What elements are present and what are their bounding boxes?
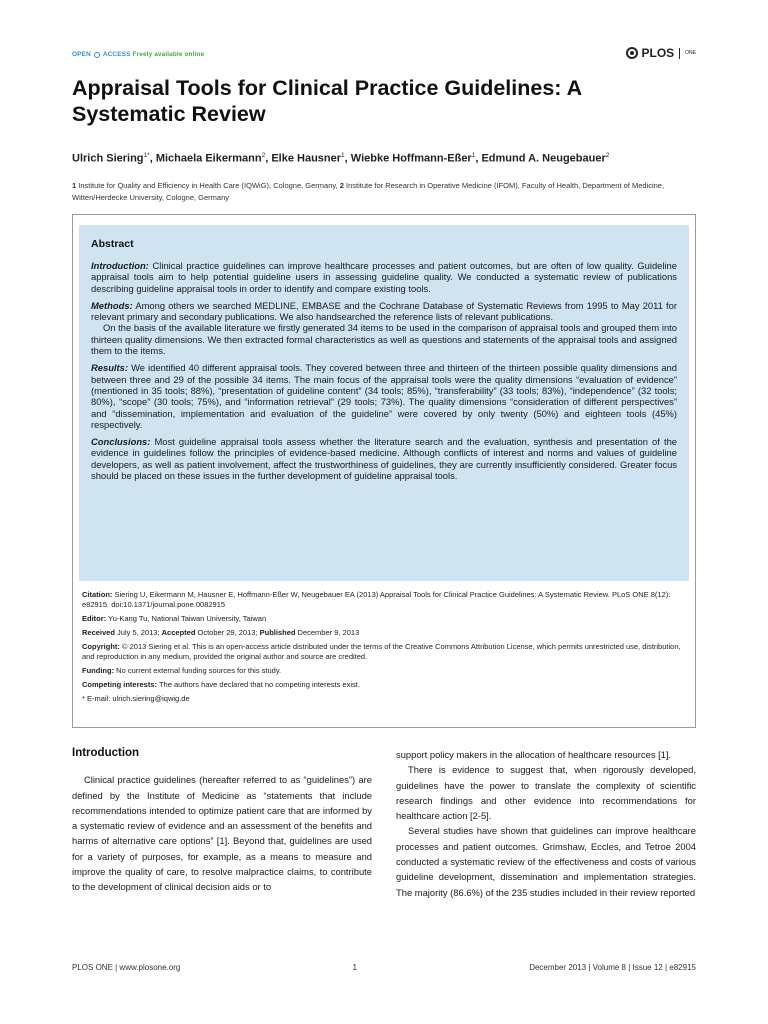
open-access-label: OPEN — [72, 51, 91, 58]
open-lock-icon — [94, 52, 100, 58]
meta-text: Yu-Kang Tu, National Taiwan University, Taiwan — [106, 614, 267, 623]
body-column-left — [72, 746, 372, 895]
article-title: Appraisal Tools for Clinical Practice Guidelines: A Systematic Review — [72, 76, 582, 126]
introduction-heading: Introduction — [72, 747, 140, 759]
author-name: Ulrich Siering — [72, 152, 144, 165]
abstract-results — [91, 362, 677, 430]
section-label: Introduction: — [91, 260, 149, 271]
affiliation-number: 1 — [72, 181, 77, 190]
plos-logo-icon — [626, 47, 638, 59]
meta-text: Siering U, Eikermann M, Hausner E, Hoffmann-Eßer W, Neugebauer EA (2013) Appraisal Tools for Clinical Practice Guidelines: A Systematic Review. PLoS ONE 8(12): e82915. doi:10.1371/journal.pone.0082915 — [82, 590, 671, 609]
meta-label: Editor: — [82, 614, 107, 623]
meta-text: October 29, 2013; — [195, 628, 260, 637]
section-text: We identified 40 different appraisal tools. They covered between three and thirteen of the thirteen possible quality dimensions and between three and 29 of the possible 34 items. The main focus of the appraisal tools were the quality dimensions “evaluation of evidence” (mentioned in 35 tools; 88%), “presentation of guideline content” (34 tools; 85%), “transferability” (33 tools; 83%), “independence” (32 tools; 80%), “scope” (30 tools; 75%), and “information retrieval” (29 tools; 73%). The quality dimensions “consideration of different perspectives” and “dissemination, implementation and evaluation of the guideline” were covered by only twenty (50%) and eighteen tools (45%) respectively. — [91, 362, 677, 430]
body-column-right — [396, 747, 696, 900]
section-text: Most guideline appraisal tools assess whether the literature search and the evaluation, synthesis and presentation of the evidence in guidelines follow the principles of evidence-based medicine. Although conflicts of interest and norms and values of guideline developers, as well as patient involvement, affect the trustworthiness of guidelines, they are currently insufficiently considered. Greater focus should be placed on these issues in the further development of guideline appraisal tools. — [91, 436, 677, 482]
dates — [82, 628, 688, 638]
body-paragraph: Several studies have shown that guidelines can improve healthcare processes and patient outcomes. Grimshaw, Eccles, and Tetroe 2004 conducted a systematic review of the effectiveness and costs of various guideline development, dissemination and implementation strategies. The majority (86.6%) of the 235 studies included in their review reported — [396, 825, 696, 898]
editor — [82, 614, 688, 624]
meta-label: Competing interests: — [82, 680, 158, 689]
body-paragraph: There is evidence to suggest that, when rigorously developed, guidelines have the power to translate the complexity of scientific research findings and other evidence into recommendations for healthcare action [2-5]. — [396, 764, 696, 822]
meta-text: The authors have declared that no competing interests exist. — [157, 680, 360, 689]
footer-journal: PLOS ONE | www.plosone.org — [72, 963, 181, 972]
section-text: Among others we searched MEDLINE, EMBASE and the Cochrane Database of Systematic Reviews from 1995 to May 2011 for relevant primary and secondary publications. We also handsearched the reference lists of relevant publications. — [91, 299, 677, 323]
meta-text: December 9, 2013 — [295, 628, 360, 637]
affiliation-text: Institute for Quality and Efficiency in Health Care (IQWiG), Cologne, Germany, — [76, 181, 340, 190]
section-text: Clinical practice guidelines can improve healthcare processes and patient outcomes, but are often of low quality. Guideline appraisal tools aim to help potential guideline users in assessing guideline quality. We conducted a systematic review of publications describing guideline appraisal tools in order to identify and compare existing tools. — [91, 260, 677, 294]
abstract-introduction — [91, 260, 677, 294]
abstract-methods-continued: On the basis of the available literature we firstly generated 34 items to be used in the comparison of appraisal tools and grouped them into thirteen quality dimensions. We then extracted formal characteristics as well as questions and statements of the appraisal tools and assigned them to the items. — [91, 322, 677, 357]
meta-label: Funding: — [82, 666, 115, 675]
body-paragraph: support policy makers in the allocation of healthcare resources [1]. — [396, 749, 672, 760]
plos-brand: PLOS — [641, 46, 675, 60]
meta-text: © 2013 Siering et al. This is an open-access article distributed under the terms of the Creative Commons Attribution License, which permits unrestricted use, distribution, and reproduction in any medium, provided the original author and source are credited. — [82, 642, 681, 661]
author-affiliation-mark: 2 — [261, 152, 266, 159]
freely-available-label: Freely available online — [132, 51, 205, 58]
funding — [82, 666, 688, 676]
abstract-heading: Abstract — [91, 238, 134, 250]
citation — [82, 590, 688, 610]
abstract-panel — [79, 225, 689, 581]
section-label: Methods: — [91, 299, 133, 311]
plos-brand-sub: ONE — [685, 50, 696, 56]
page-number: 1 — [352, 963, 357, 972]
affiliation-text: Institute for Research in Operative Medicine (IFOM), Faculty of Health, Department of Medicine, Witten/Herdecke University, Cologne, Germany — [72, 181, 665, 202]
footer-issue: December 2013 | Volume 8 | Issue 12 | e82915 — [529, 963, 696, 972]
meta-label: Received — [82, 628, 115, 637]
author-name: Wiebke Hoffmann-Eßer — [350, 152, 472, 165]
meta-text: July 5, 2013; — [114, 628, 162, 637]
plos-one-logo — [626, 46, 696, 60]
article-metadata — [82, 590, 688, 708]
meta-label: Citation: — [82, 590, 113, 599]
author-affiliation-mark: 1 — [341, 152, 345, 159]
author-affiliation-mark: 1* — [143, 152, 150, 159]
body-paragraph: Clinical practice guidelines (hereafter referred to as “guidelines”) are defined by the Institute of Medicine as “statements that include recommendations intended to optimize patient care that are informed by a systematic review of evidence and an assessment of the benefits and harms of alternative care options” [1]. Beyond that, guidelines are used for a variety of purposes, for example, as a means to measure and improve the quality of care, to resolve malpractice claims, to contribute to the development of clinical decision aids or to — [72, 774, 372, 893]
affiliation-number: 2 — [339, 181, 344, 190]
section-label: Conclusions: — [91, 436, 151, 448]
author-affiliation-mark: 1 — [471, 152, 476, 159]
copyright — [82, 642, 688, 662]
page-footer — [72, 963, 696, 972]
author-affiliation-mark: 2 — [605, 152, 610, 159]
section-label: Results: — [91, 362, 128, 374]
meta-label: Copyright: — [82, 642, 120, 651]
corresponding-email: * E-mail: ulrich.siering@iqwig.de — [82, 694, 190, 703]
abstract-conclusions — [91, 436, 677, 481]
meta-text: No current external funding sources for this study. — [114, 666, 282, 675]
logo-divider — [679, 48, 680, 59]
meta-label: Published — [259, 628, 296, 637]
abstract-methods — [91, 300, 677, 323]
affiliations — [72, 180, 697, 204]
access-label: ACCESS — [102, 51, 131, 58]
author-name: Michaela Eikermann — [155, 152, 262, 165]
author-list: Ulrich Siering$^{1*}$, Michaela Eikermann$^2$, Elke Hausner$^1$, Wiebke Hoffmann-Eßer$^1$, Edmund A. Neugebauer$^2$ — [72, 152, 610, 165]
author-name: Edmund A. Neugebauer — [481, 152, 606, 165]
author-name: Elke Hausner — [271, 152, 342, 165]
open-access-badge — [72, 51, 204, 58]
meta-label: Accepted — [161, 628, 196, 637]
competing-interests — [82, 680, 688, 690]
